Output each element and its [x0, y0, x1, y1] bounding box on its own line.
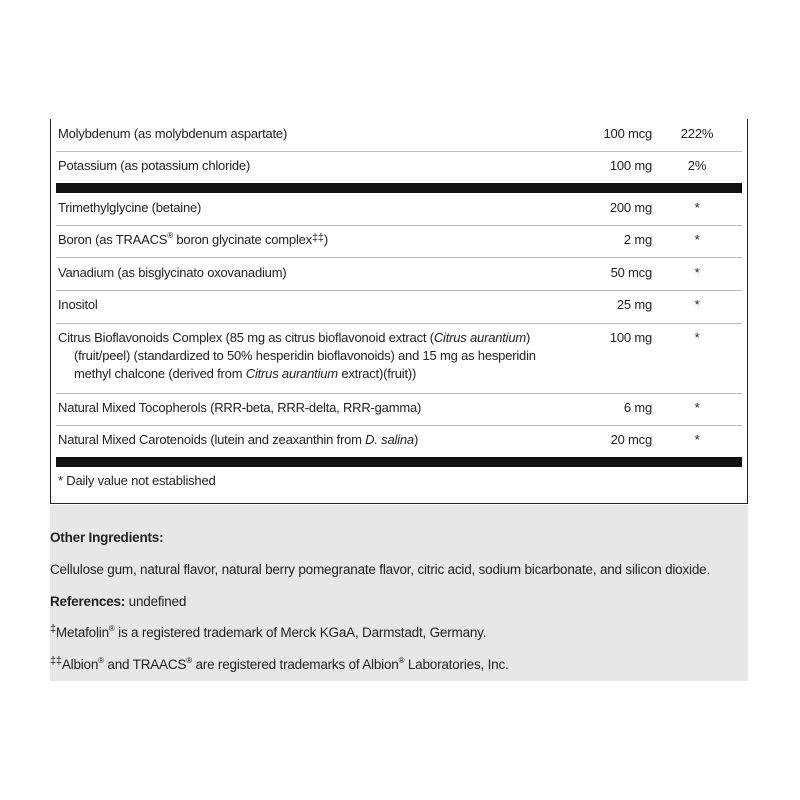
supplement-facts-table [50, 119, 748, 504]
daily-value: * [694, 400, 700, 415]
ingredient-name: Boron (as TRAACS® boron glycinate complex‡‡) [58, 230, 328, 247]
table-row [56, 393, 742, 426]
ingredient-name: Citrus Bioflavonoids Complex (85 mg as citrus bioflavonoid extract (Citrus aurantium) (fruit/peel) (standardized to 50% hesperidin bioflavonoids) and 15 mg as hesperidin methyl chalcone (derived from Citrus aurantium extract)(fruit)) [58, 330, 536, 381]
ingredient-amount: 50 mcg [610, 265, 652, 280]
trademark-note-albion: ‡‡Albion® and TRAACS® are registered trademarks of Albion® Laboratories, Inc. [50, 655, 509, 672]
daily-value: * [694, 432, 700, 447]
ingredient-amount: 100 mg [609, 158, 652, 173]
daily-value-footnote: * Daily value not established [58, 473, 216, 488]
daily-value: * [694, 330, 700, 345]
table-row [56, 151, 742, 183]
ingredient-amount: 6 mg [623, 400, 652, 415]
section-divider [56, 183, 742, 193]
other-ingredients-heading: Other Ingredients: [50, 530, 164, 545]
ingredient-name: Potassium (as potassium chloride) [58, 158, 251, 173]
other-ingredients-section [50, 505, 748, 681]
table-row [56, 290, 742, 324]
table-row [56, 425, 742, 457]
daily-value: * [694, 200, 700, 215]
ingredient-name: Molybdenum (as molybdenum aspartate) [58, 126, 288, 141]
ingredient-amount: 25 mg [616, 297, 652, 312]
daily-value: * [694, 265, 700, 280]
other-ingredients-text: Cellulose gum, natural flavor, natural berry pomegranate flavor, citric acid, sodium bicarbonate, and silicon dioxide. [50, 562, 711, 577]
table-row [56, 119, 742, 152]
references-line: References: undefined [50, 594, 187, 609]
ingredient-name: Inositol [58, 297, 98, 312]
ingredient-name: Natural Mixed Tocopherols (RRR-beta, RRR-delta, RRR-gamma) [58, 400, 422, 415]
ingredient-amount: 100 mg [609, 330, 652, 345]
table-row [56, 193, 742, 226]
ingredient-amount: 2 mg [623, 232, 652, 247]
ingredient-name: Natural Mixed Carotenoids (lutein and zeaxanthin from D. salina) [58, 432, 419, 447]
table-row [56, 257, 742, 291]
daily-value: 222% [680, 126, 714, 141]
daily-value: * [694, 232, 700, 247]
ingredient-name: Trimethylglycine (betaine) [58, 200, 202, 215]
daily-value: 2% [687, 158, 707, 173]
ingredient-amount: 100 mcg [603, 126, 652, 141]
ingredient-name: Vanadium (as bisglycinato oxovanadium) [58, 265, 287, 280]
daily-value: * [694, 297, 700, 312]
section-divider [56, 457, 742, 467]
trademark-note-metafolin: ‡Metafolin® is a registered trademark of Merck KGaA, Darmstadt, Germany. [50, 623, 487, 640]
table-row [56, 323, 742, 394]
ingredient-amount: 20 mcg [610, 432, 652, 447]
table-row [56, 225, 742, 258]
ingredient-amount: 200 mg [609, 200, 652, 215]
